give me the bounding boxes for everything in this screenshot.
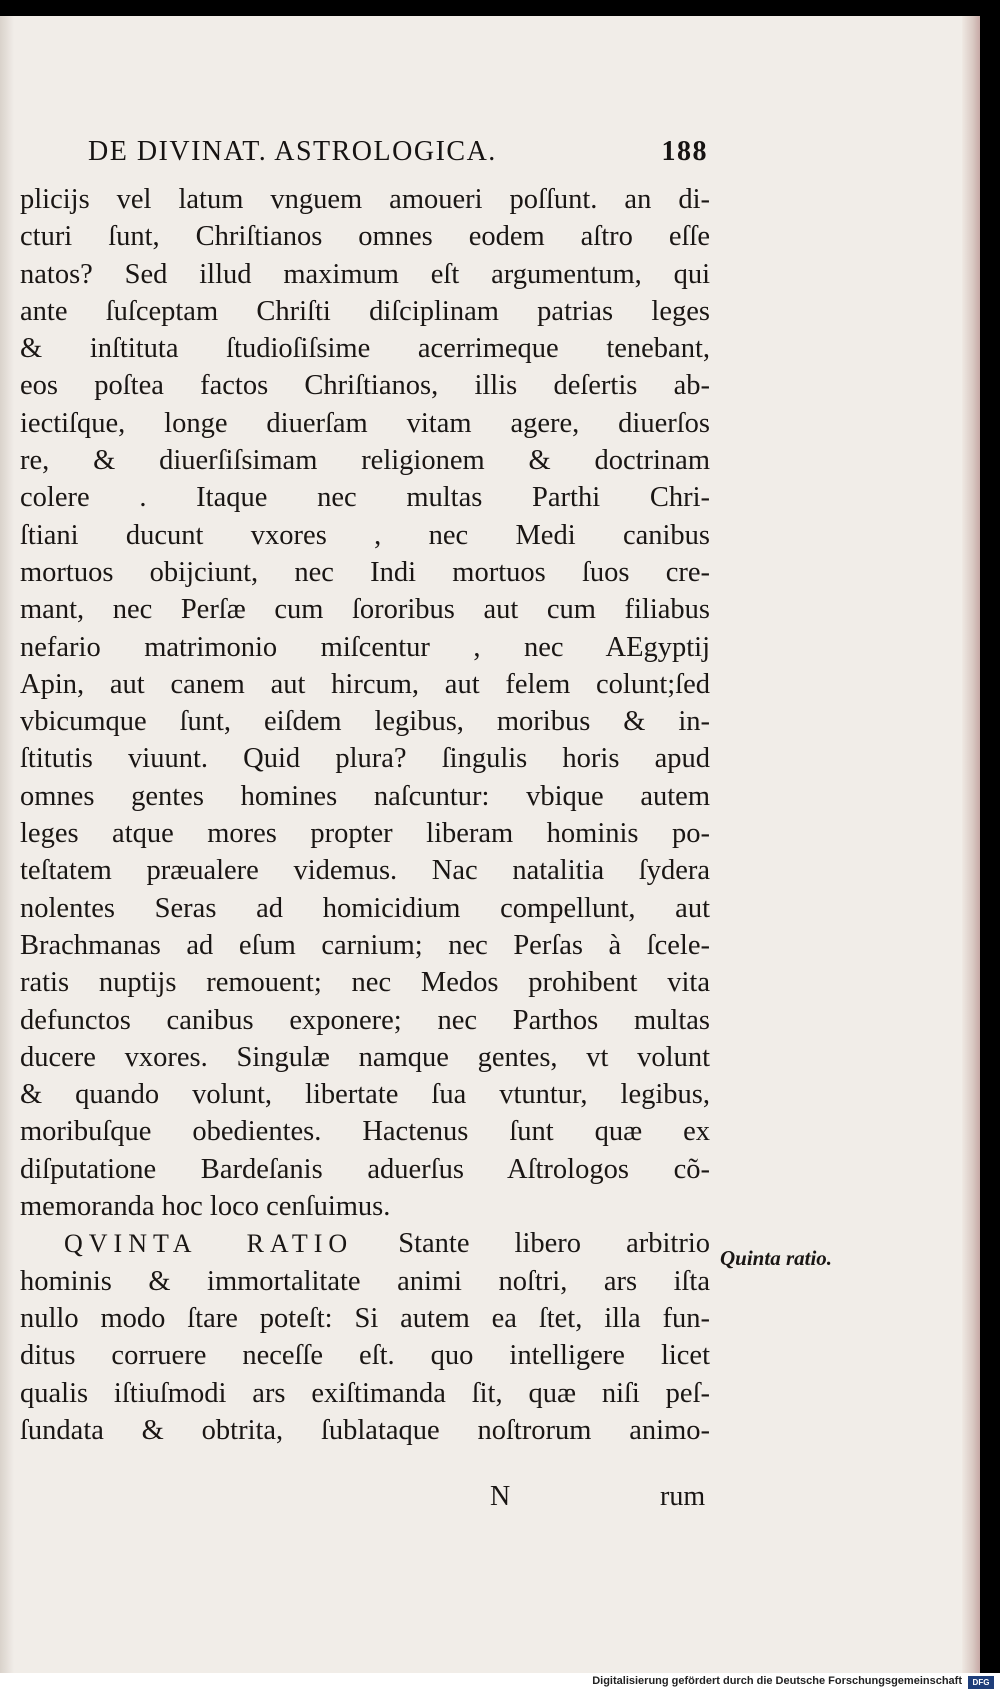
text-line: hominis & immortalitate animi noſtri, ars iſta — [20, 1265, 710, 1297]
text-line: teſtatem præualere videmus. Nac natalitia ſydera — [20, 855, 710, 887]
text-line: memoranda hoc loco cenſuimus. — [20, 1191, 391, 1223]
text-line: moribuſque obedientes. Hactenus ſunt quæ ex — [20, 1116, 710, 1148]
text-line: diſputatione Bardeſanis aduerſus Aſtrologos cõ- — [20, 1153, 710, 1185]
text-line: Brachmanas ad eſum carnium; nec Perſas à ſcele- — [20, 929, 710, 961]
text-line: cturi ſunt, Chriſtianos omnes eodem aſtro eſſe — [20, 221, 710, 253]
text-line: mortuos obijciunt, nec Indi mortuos ſuos cre- — [20, 556, 710, 588]
text-line: ſtiani ducunt vxores , nec Medi canibus — [20, 519, 710, 551]
text-line: qualis iſtiuſmodi ars exiſtimanda ſit, quæ niſi peſ- — [20, 1377, 710, 1409]
text-line: eos poſtea factos Chriſtianos, illis deſertis ab- — [20, 370, 710, 402]
text-line: ſundata & obtrita, ſublataque noſtrorum animo- — [20, 1414, 710, 1446]
page-number: 188 — [661, 136, 708, 167]
dfg-logo-icon: DFG — [968, 1676, 994, 1689]
body-text — [20, 181, 710, 1449]
text-line: Apin, aut canem aut hircum, aut felem colunt;ſed — [20, 668, 710, 700]
text-line: defunctos canibus exponere; nec Parthos multas — [20, 1004, 710, 1036]
page-gutter-shadow — [0, 16, 14, 1673]
text-line: plicijs vel latum vnguem amoueri poſſunt. an di- — [20, 184, 710, 215]
text-line: ante ſuſceptam Chriſti diſciplinam patrias leges — [20, 295, 710, 327]
signature-mark: N — [490, 1481, 511, 1512]
text-line: ditus corruere neceſſe eſt. quo intelligere licet — [20, 1340, 710, 1372]
text-line: omnes gentes homines naſcuntur: vbique autem — [20, 780, 710, 812]
text-line: ratis nuptijs remouent; nec Medos prohibent vita — [20, 967, 710, 999]
text-line: re, & diuerſiſsimam religionem & doctrinam — [20, 445, 710, 477]
text-line: iectiſque, longe diuerſam vitam agere, diuerſos — [20, 407, 710, 439]
text-line: nefario matrimonio miſcentur , nec AEgyptij — [20, 631, 710, 663]
running-title: DE DIVINAT. ASTROLOGICA. — [88, 136, 497, 167]
text-line: nolentes Seras ad homicidium compellunt, aut — [20, 892, 710, 924]
running-head — [88, 136, 708, 180]
text-line: leges atque mores propter liberam hominis po- — [20, 818, 710, 850]
text-line: & inſtituta ſtudioſiſsime acerrimeque tenebant, — [20, 333, 710, 365]
text-line: & quando volunt, libertate ſua vtuntur, legibus, — [20, 1079, 710, 1111]
section-first-line: Stante libero arbitrio — [398, 1228, 710, 1260]
digitization-footer — [0, 1673, 1000, 1693]
text-line: colere . Itaque nec multas Parthi Chri- — [20, 482, 710, 514]
section-heading: QVINTA RATIO — [64, 1229, 354, 1259]
text-line: vbicumque ſunt, eiſdem legibus, moribus & in- — [20, 706, 710, 738]
text-line: nullo modo ſtare poteſt: Si autem ea ſtet, illa fun- — [20, 1302, 710, 1334]
text-line: ducere vxores. Singulæ namque gentes, vt volunt — [20, 1041, 710, 1073]
text-line: ſtitutis viuunt. Quid plura? ſingulis horis apud — [20, 743, 710, 775]
marginal-note: Quinta ratio. — [720, 1246, 833, 1270]
page-edge — [962, 16, 980, 1673]
text-line: mant, nec Perſæ cum ſororibus aut cum filiabus — [20, 594, 710, 626]
funding-credit: Digitalisierung gefördert durch die Deutsche Forschungsgemeinschaft — [592, 1675, 962, 1687]
book-page — [0, 16, 980, 1673]
catchword: rum — [660, 1481, 706, 1512]
text-line: natos? Sed illud maximum eſt argumentum, qui — [20, 258, 710, 290]
section-opening-line — [20, 1225, 710, 1262]
